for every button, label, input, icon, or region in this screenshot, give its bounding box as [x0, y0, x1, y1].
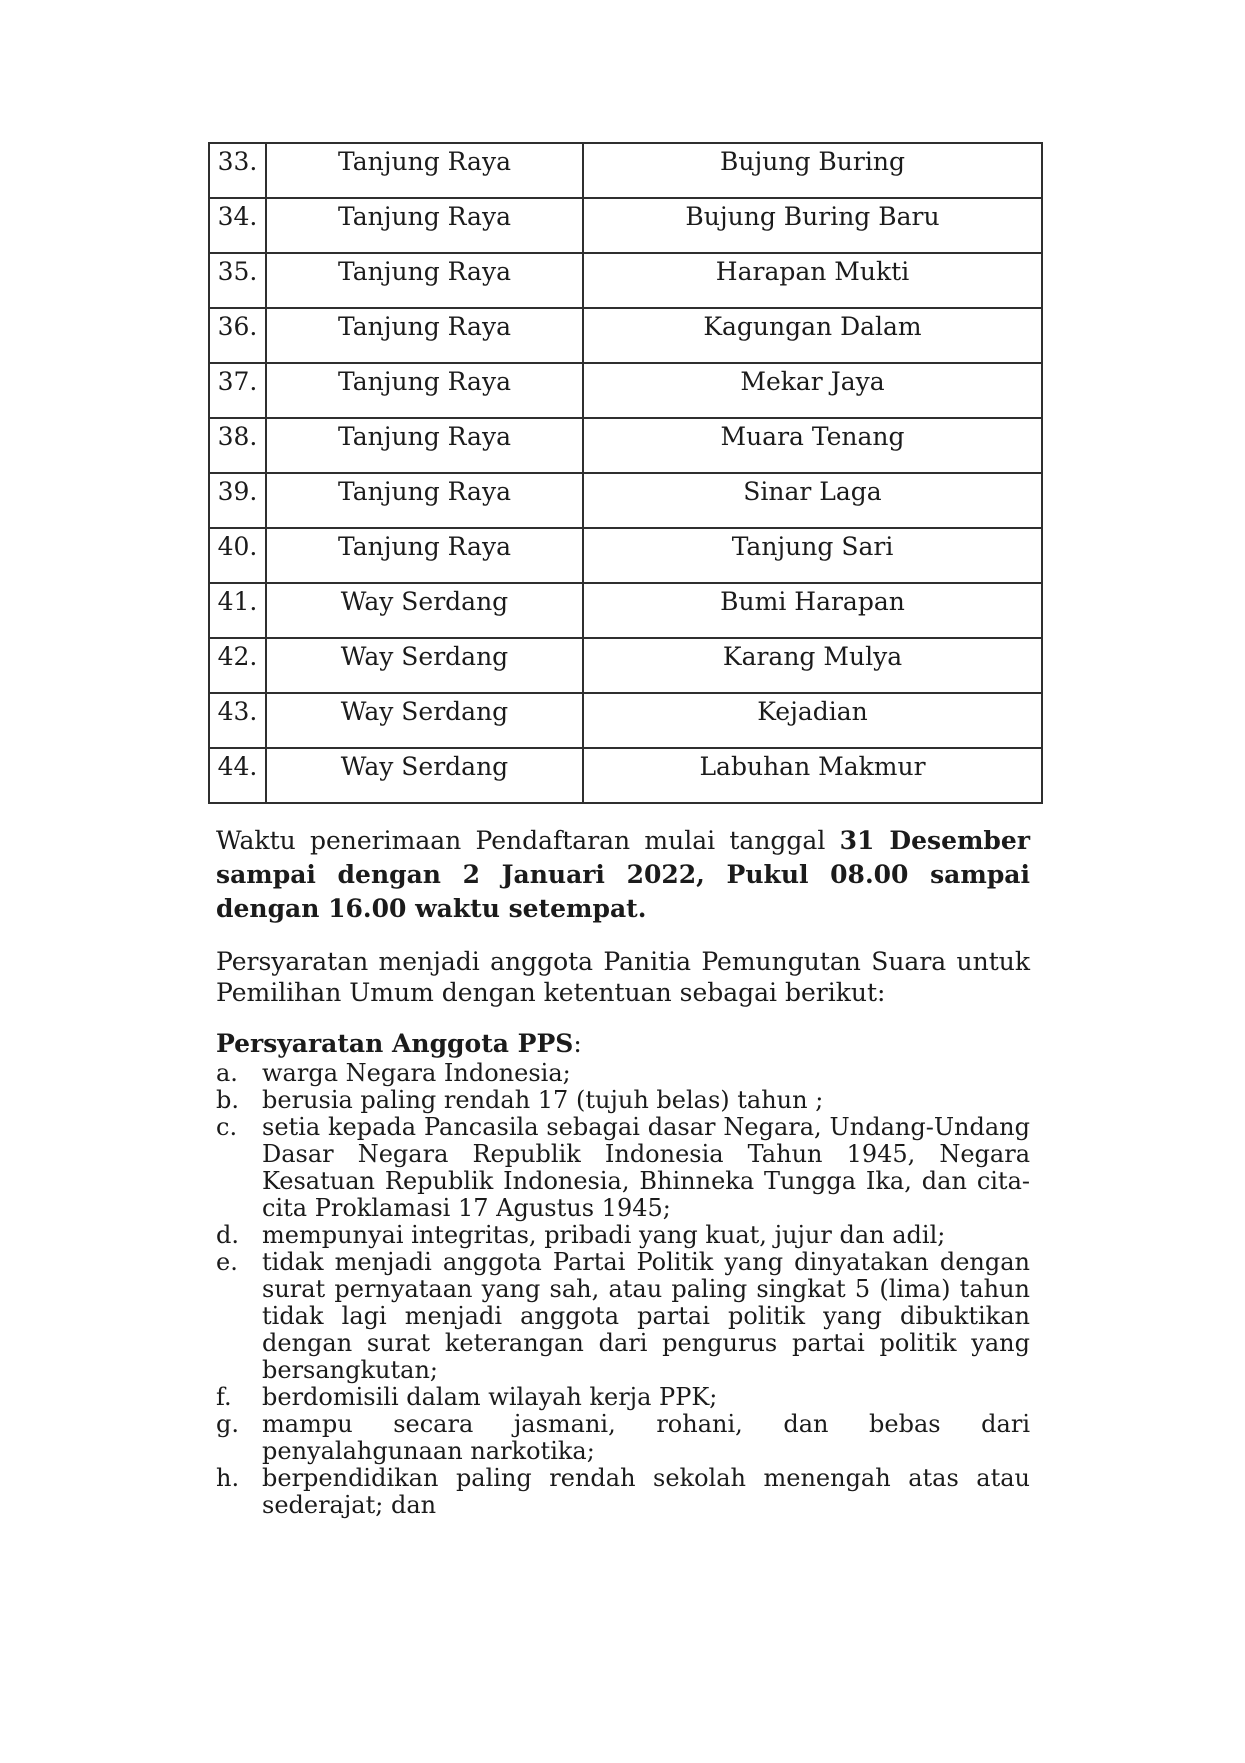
village-table-body — [209, 143, 1042, 803]
district-cell: Tanjung Raya — [266, 143, 583, 198]
village-cell: Mekar Jaya — [583, 363, 1042, 418]
requirement-letter: h. — [216, 1464, 240, 1492]
requirement-text: setia kepada Pancasila sebagai dasar Negara, Undang-Undang Dasar Negara Republik Indonesia Tahun 1945, Negara Kesatuan Republik Indonesia, Bhinneka Tungga Ika, dan cita-cita Proklamasi 17 Agustus 1945; — [262, 1113, 1030, 1222]
requirement-item — [216, 1114, 1030, 1222]
requirements-list — [216, 1060, 1030, 1519]
requirement-item — [216, 1222, 1030, 1249]
requirement-item — [216, 1249, 1030, 1384]
registration-period-intro-text: Waktu penerimaan Pendaftaran mulai tanggal — [216, 826, 826, 855]
requirement-letter: f. — [216, 1383, 232, 1411]
village-cell: Labuhan Makmur — [583, 748, 1042, 803]
village-cell: Kejadian — [583, 693, 1042, 748]
row-number-cell: 44. — [209, 748, 266, 803]
village-cell: Bumi Harapan — [583, 583, 1042, 638]
requirement-text: berusia paling rendah 17 (tujuh belas) tahun ; — [262, 1086, 824, 1114]
table-row — [209, 583, 1042, 638]
requirement-letter: b. — [216, 1086, 239, 1114]
requirements-heading — [216, 1030, 1030, 1058]
registration-period-paragraph — [216, 824, 1030, 926]
village-cell: Bujung Buring — [583, 143, 1042, 198]
requirement-item — [216, 1384, 1030, 1411]
requirement-item — [216, 1060, 1030, 1087]
table-row — [209, 363, 1042, 418]
table-row — [209, 143, 1042, 198]
requirement-item — [216, 1087, 1030, 1114]
table-row — [209, 253, 1042, 308]
table-row — [209, 473, 1042, 528]
requirements-heading-bold: Persyaratan Anggota PPS — [216, 1029, 574, 1058]
row-number-cell: 37. — [209, 363, 266, 418]
row-number-cell: 38. — [209, 418, 266, 473]
village-table — [208, 142, 1043, 804]
requirement-letter: d. — [216, 1221, 239, 1249]
district-cell: Tanjung Raya — [266, 473, 583, 528]
district-cell: Way Serdang — [266, 638, 583, 693]
requirement-letter: g. — [216, 1410, 239, 1438]
row-number-cell: 34. — [209, 198, 266, 253]
district-cell: Way Serdang — [266, 748, 583, 803]
requirement-item — [216, 1411, 1030, 1465]
row-number-cell: 35. — [209, 253, 266, 308]
village-cell: Sinar Laga — [583, 473, 1042, 528]
requirement-text: warga Negara Indonesia; — [262, 1059, 571, 1087]
requirement-text: berdomisili dalam wilayah kerja PPK; — [262, 1383, 718, 1411]
requirement-letter: c. — [216, 1113, 238, 1141]
row-number-cell: 33. — [209, 143, 266, 198]
requirement-letter: a. — [216, 1059, 238, 1087]
district-cell: Tanjung Raya — [266, 528, 583, 583]
requirement-text: mempunyai integritas, pribadi yang kuat, jujur dan adil; — [262, 1221, 946, 1249]
district-cell: Tanjung Raya — [266, 418, 583, 473]
table-row — [209, 528, 1042, 583]
requirement-text: tidak menjadi anggota Partai Politik yang dinyatakan dengan surat pernyataan yang sah, atau paling singkat 5 (lima) tahun tidak lagi menjadi anggota partai politik yang dibuktikan dengan surat keterangan dari pengurus partai politik yang bersangkutan; — [262, 1248, 1030, 1384]
village-cell: Bujung Buring Baru — [583, 198, 1042, 253]
district-cell: Tanjung Raya — [266, 363, 583, 418]
village-cell: Harapan Mukti — [583, 253, 1042, 308]
table-row — [209, 638, 1042, 693]
row-number-cell: 36. — [209, 308, 266, 363]
requirement-text: berpendidikan paling rendah sekolah menengah atas atau sederajat; dan — [262, 1464, 1030, 1519]
village-cell: Muara Tenang — [583, 418, 1042, 473]
text-column — [216, 824, 1030, 1519]
table-row — [209, 693, 1042, 748]
table-row — [209, 308, 1042, 363]
row-number-cell: 43. — [209, 693, 266, 748]
table-row — [209, 748, 1042, 803]
village-cell: Tanjung Sari — [583, 528, 1042, 583]
district-cell: Tanjung Raya — [266, 308, 583, 363]
table-row — [209, 418, 1042, 473]
requirement-text: mampu secara jasmani, rohani, dan bebas dari penyalahgunaan narkotika; — [262, 1410, 1030, 1465]
requirements-intro-paragraph: Persyaratan menjadi anggota Panitia Pemungutan Suara untuk Pemilihan Umum dengan ketentuan sebagai berikut: — [216, 947, 1030, 1007]
requirement-item — [216, 1465, 1030, 1519]
village-cell: Karang Mulya — [583, 638, 1042, 693]
row-number-cell: 41. — [209, 583, 266, 638]
requirement-letter: e. — [216, 1248, 238, 1276]
requirements-heading-colon: : — [573, 1029, 582, 1058]
district-cell: Tanjung Raya — [266, 253, 583, 308]
district-cell: Way Serdang — [266, 583, 583, 638]
row-number-cell: 40. — [209, 528, 266, 583]
row-number-cell: 39. — [209, 473, 266, 528]
row-number-cell: 42. — [209, 638, 266, 693]
district-cell: Tanjung Raya — [266, 198, 583, 253]
village-cell: Kagungan Dalam — [583, 308, 1042, 363]
table-row — [209, 198, 1042, 253]
district-cell: Way Serdang — [266, 693, 583, 748]
registration-period-bold-text: 31 Desember sampai dengan 2 Januari 2022, Pukul 08.00 sampai dengan 16.00 waktu setempat. — [216, 826, 1030, 923]
